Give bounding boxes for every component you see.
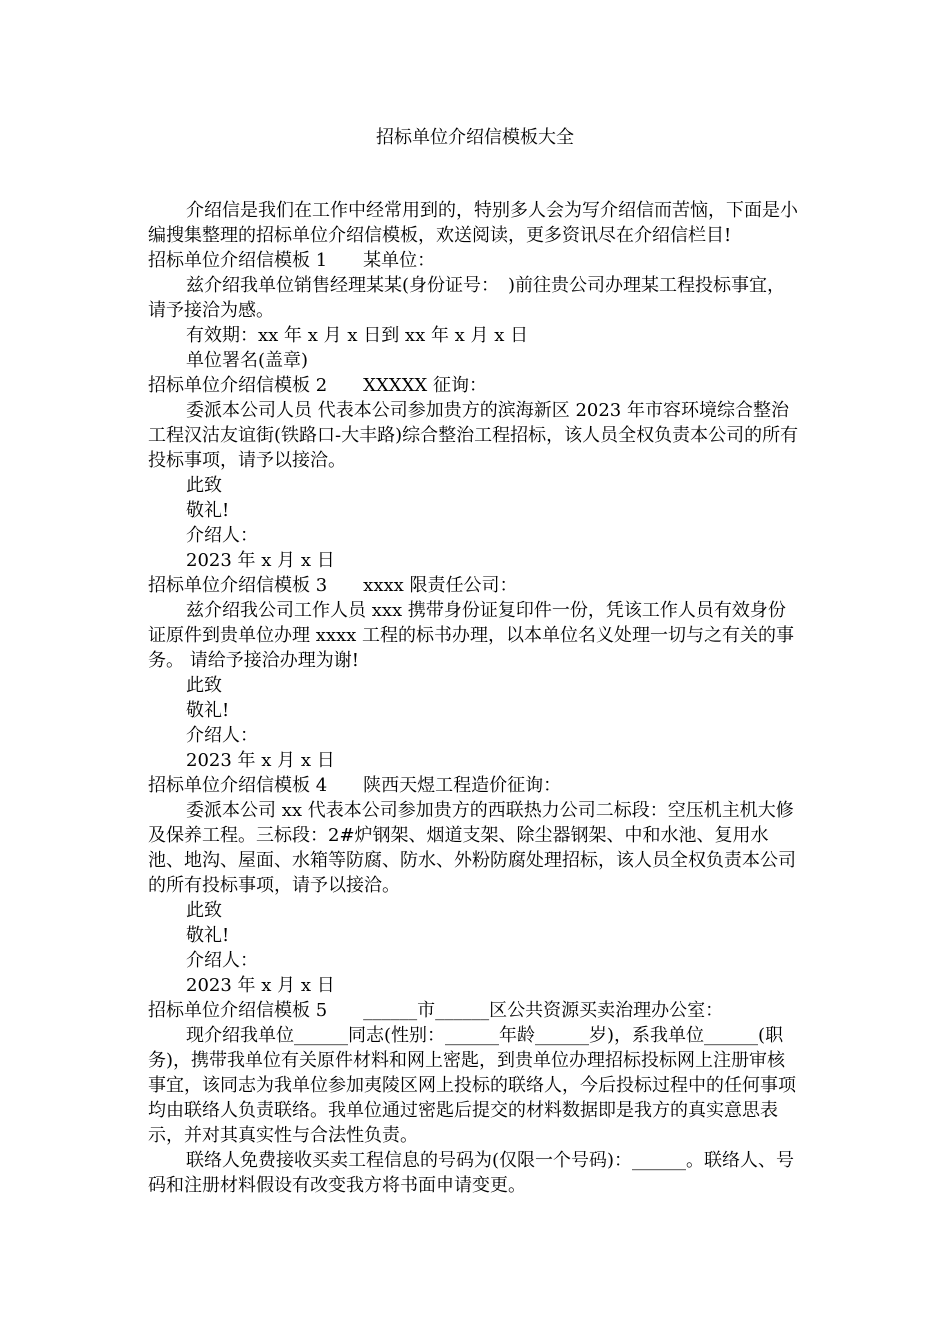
- template-3-heading: 招标单位介绍信模板 3 xxxx 限责任公司：: [148, 575, 518, 596]
- template-4-jingli: 敬礼!: [186, 925, 230, 946]
- template-4-heading: 招标单位介绍信模板 4 陕西天煜工程造价征询：: [148, 775, 562, 796]
- document-title: 招标单位介绍信模板大全: [376, 127, 574, 148]
- template-4-introducer: 介绍人：: [186, 950, 258, 971]
- intro-paragraph: 介绍信是我们在工作中经常用到的，特别多人会为写介绍信而苦恼，下面是小编搜集整理的招标单位介绍信模板，欢送阅读，更多资讯尽在介绍信栏目!: [148, 200, 798, 246]
- template-1-signature: 单位署名(盖章): [186, 350, 309, 371]
- template-3-introducer: 介绍人：: [186, 725, 258, 746]
- template-2-heading: 招标单位介绍信模板 2 XXXXX 征询：: [148, 375, 487, 396]
- document-body: [148, 198, 802, 1198]
- template-1-validity: 有效期：xx 年 x 月 x 日到 xx 年 x 月 x 日: [186, 325, 529, 346]
- template-2-date: 2023 年 x 月 x 日: [186, 550, 335, 571]
- template-4-cizhi: 此致: [186, 900, 222, 921]
- template-4-date: 2023 年 x 月 x 日: [186, 975, 335, 996]
- template-5-heading: 招标单位介绍信模板 5 ______市______区公共资源买卖治理办公室：: [148, 1000, 724, 1021]
- template-3-jingli: 敬礼!: [186, 700, 230, 721]
- template-2-introducer: 介绍人：: [186, 525, 258, 546]
- template-1-body: 兹介绍我单位销售经理某某(身份证号： )前往贵公司办理某工程投标事宜，请予接洽为感。: [148, 275, 786, 321]
- template-3-body: 兹介绍我公司工作人员 xxx 携带身份证复印件一份，凭该工作人员有效身份证原件到贵单位办理 xxxx 工程的标书办理，以本单位名义处理一切与之有关的事务。 请给予接洽办理为谢!: [148, 600, 795, 671]
- template-5-body-1: 现介绍我单位______同志(性别：______年龄______岁)，系我单位______(职务)，携带我单位有关原件材料和网上密匙，到贵单位办理招标投标网上注册审核事宜，该同志为我单位参加夷陵区网上投标的联络人，今后投标过程中的任何事项均由联络人负责联络。我单位通过密匙后提交的材料数据即是我方的真实意思表示，并对其真实性与合法性负责。: [148, 1025, 796, 1146]
- template-5-body-2: 联络人免费接收买卖工程信息的号码为(仅限一个号码)：______。联络人、号码和注册材料假设有改变我方将书面申请变更。: [148, 1150, 795, 1196]
- template-1-heading: 招标单位介绍信模板 1 某单位：: [148, 250, 436, 271]
- template-3-date: 2023 年 x 月 x 日: [186, 750, 335, 771]
- template-2-jingli: 敬礼!: [186, 500, 230, 521]
- template-2-body: 委派本公司人员 代表本公司参加贵方的滨海新区 2023 年市容环境综合整治工程汉沽友谊街(铁路口-大丰路)综合整治工程招标，该人员全权负责本公司的所有投标事项，请予以接洽。: [148, 400, 799, 471]
- template-4-body: 委派本公司 xx 代表本公司参加贵方的西联热力公司二标段：空压机主机大修及保养工程。三标段：2#炉钢架、烟道支架、除尘器钢架、中和水池、复用水池、地沟、屋面、水箱等防腐、防水、外粉防腐处理招标，该人员全权负责本公司的所有投标事项，请予以接洽。: [148, 800, 796, 896]
- template-2-cizhi: 此致: [186, 475, 222, 496]
- template-3-cizhi: 此致: [186, 675, 222, 696]
